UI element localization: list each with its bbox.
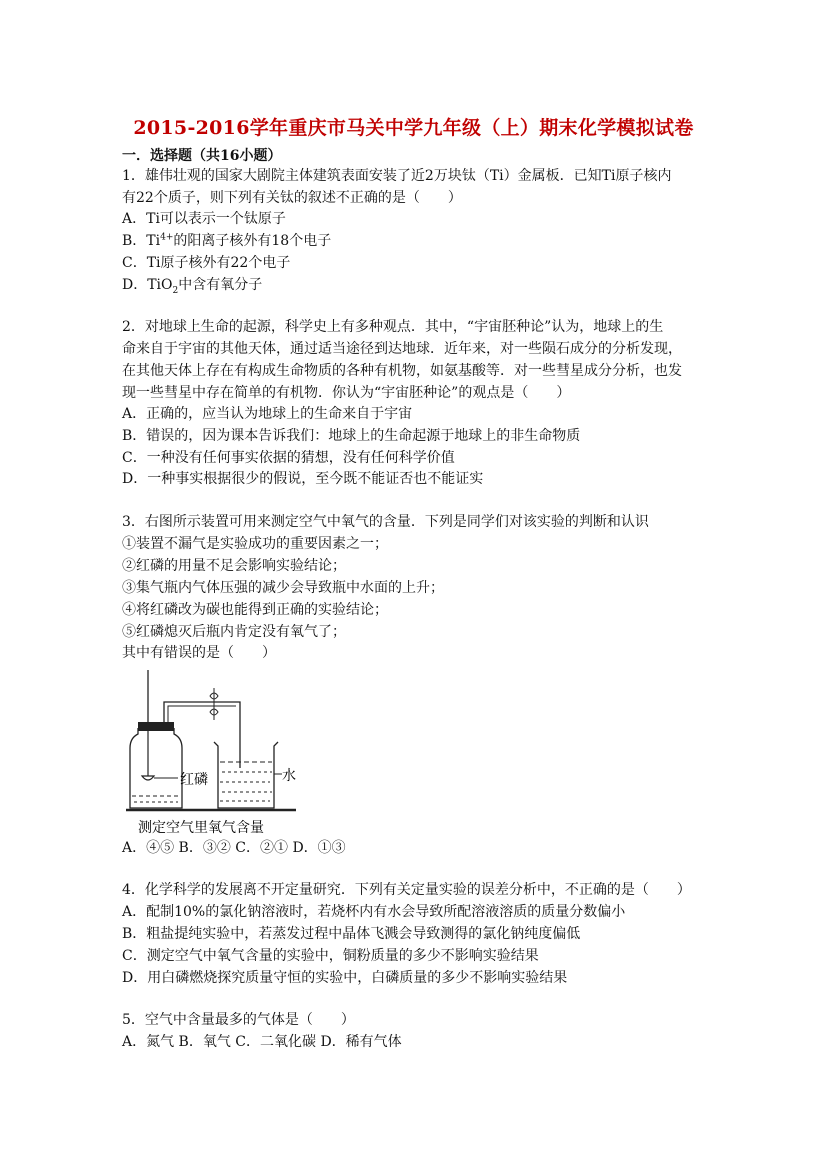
bottle-stopper	[138, 722, 174, 731]
page-title: 2015-2016学年重庆市马关中学九年级（上）期末化学模拟试卷	[133, 117, 694, 139]
q3-apparatus-figure	[118, 664, 298, 839]
q3-statement-3: ③集气瓶内气体压强的减少会导致瓶中水面的上升；	[122, 580, 444, 596]
q2-stem-line3: 在其他天体上存在有构成生命物质的各种有机物，如氨基酸等．对一些彗星成分分析，也发	[122, 363, 682, 379]
q1-stem-line2: 有22个质子，则下列有关钛的叙述不正确的是（ ）	[122, 190, 462, 206]
q2-option-c: C．一种没有任何事实依据的猜想，没有任何科学价值	[122, 450, 455, 466]
q3-statement-4: ④将红磷改为碳也能得到正确的实验结论；	[122, 602, 388, 618]
label-water: 水	[282, 768, 296, 784]
beaker	[214, 742, 278, 808]
q5-stem-line1: 5．空气中含量最多的气体是（ ）	[122, 1012, 355, 1028]
q2-option-d: D．一种事实根据很少的假说，至今既不能证否也不能证实	[122, 471, 484, 487]
q1-option-d-text: 中含有氧分子	[178, 277, 263, 293]
q3-statement-2: ②红磷的用量不足会影响实验结论；	[122, 558, 346, 574]
q3-statement-5: ⑤红磷熄灭后瓶内肯定没有氧气了；	[122, 624, 346, 640]
q2-stem-line2: 命来自于宇宙的其他天体，通过适当途径到达地球．近年来，对一些陨石成分的分析发现，	[122, 341, 682, 357]
apparatus-diagram	[118, 664, 298, 839]
combustion-spoon	[142, 776, 154, 780]
q4-stem-line1: 4．化学科学的发展离不开定量研究．下列有关定量实验的误差分析中，不正确的是（ ）	[122, 882, 691, 898]
q2-option-a: A．正确的，应当认为地球上的生命来自于宇宙	[122, 406, 413, 422]
q1-option-a: A．Ti可以表示一个钛原子	[122, 211, 286, 227]
q4-option-b: B．粗盐提纯实验中，若蒸发过程中晶体飞溅会导致测得的氯化钠纯度偏低	[122, 926, 581, 942]
q5-options: A．氮气 B．氧气 C．二氧化碳 D．稀有气体	[122, 1034, 402, 1050]
q3-statement-1: ①装置不漏气是实验成功的重要因素之一；	[122, 536, 388, 552]
q2-option-b: B．错误的，因为课本告诉我们：地球上的生命起源于地球上的非生命物质	[122, 428, 581, 444]
q3-prompt: 其中有错误的是（ ）	[122, 645, 276, 661]
connecting-tube-inner	[168, 706, 236, 722]
q3-options: A．④⑤ B．③② C．②① D．①③	[122, 840, 346, 856]
q2-stem-line1: 2．对地球上生命的起源，科学史上有多种观点．其中，“宇宙胚种论”认为，地球上的生	[122, 319, 664, 335]
label-red-phosphorus: 红磷	[180, 772, 208, 788]
q1-option-b-charge: 4+	[160, 232, 174, 243]
q3-stem-line1: 3．右图所示装置可用来测定空气中氧气的含量．下列是同学们对该实验的判断和认识	[122, 514, 649, 530]
figure-caption: 测定空气里氧气含量	[138, 820, 264, 836]
q1-option-d-subscript: 2	[172, 285, 179, 296]
q1-option-d	[122, 276, 262, 294]
q4-option-c: C．测定空气中氧气含量的实验中，铜粉质量的多少不影响实验结果	[122, 948, 539, 964]
q1-option-b	[122, 232, 331, 250]
section-heading: 一．选择题（共16小题）	[122, 148, 282, 164]
q4-option-a: A．配制10%的氯化钠溶液时，若烧杯内有水会导致所配溶液溶质的质量分数偏小	[122, 904, 626, 920]
q1-option-b-prefix: B．Ti	[122, 233, 161, 249]
q4-option-d: D．用白磷燃烧探究质量守恒的实验中，白磷质量的多少不影响实验结果	[122, 970, 568, 986]
q2-stem-line4: 现一些彗星中存在简单的有机物．你认为“宇宙胚种论”的观点是（ ）	[122, 385, 571, 401]
q1-option-c: C．Ti原子核外有22个电子	[122, 255, 291, 271]
q1-option-d-prefix: D．TiO	[122, 277, 173, 293]
q1-option-b-text: 的阳离子核外有18个电子	[173, 233, 332, 249]
q1-stem-line1: 1．雄伟壮观的国家大剧院主体建筑表面安装了近2万块钛（Ti）金属板．已知Ti原子核内	[122, 168, 672, 184]
